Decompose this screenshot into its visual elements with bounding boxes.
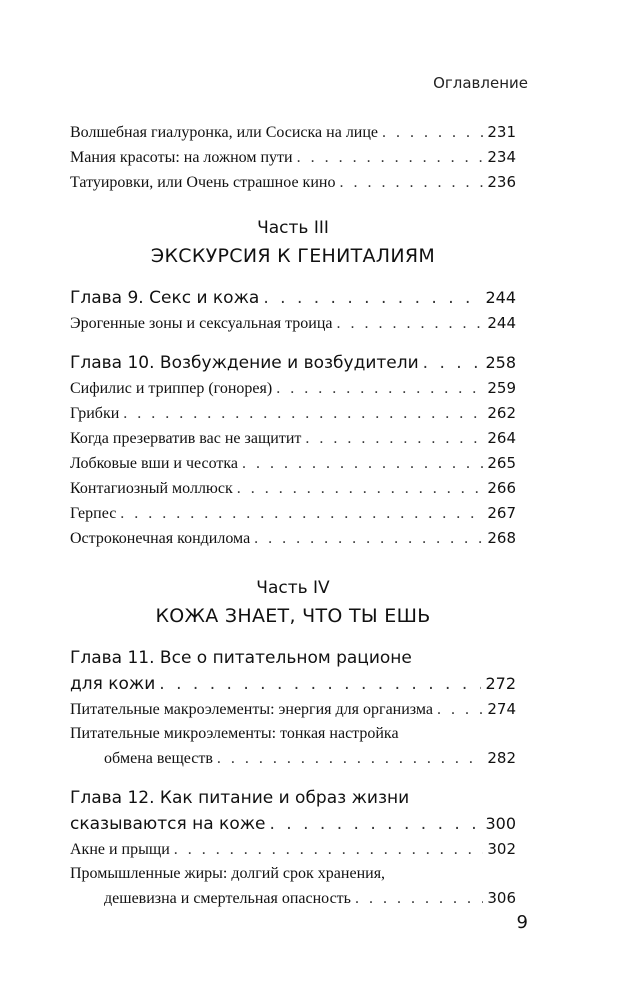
chapter-title: сказываются на коже <box>70 814 266 834</box>
entry-title: Лобковые вши и чесотка <box>70 455 239 472</box>
toc-entry[interactable] <box>70 476 516 501</box>
entry-title: обмена веществ <box>104 750 213 767</box>
chapter-title: Глава 10. Возбуждение и возбудители <box>70 353 419 373</box>
part-heading <box>70 215 516 271</box>
chapter-title: для кожи <box>70 674 156 694</box>
entry-title: Контагиозный моллюск <box>70 480 233 497</box>
entry-title: дешевизна и смертельная опасность <box>104 890 351 907</box>
entry-title-line[interactable]: Питательные микроэлементы: тонкая настройка <box>70 725 399 742</box>
leader-dots <box>159 671 481 697</box>
toc-entry[interactable] <box>70 886 516 911</box>
leader-dots <box>437 698 483 722</box>
chapter-title-line[interactable]: Глава 11. Все о питательном рационе <box>70 648 412 668</box>
toc-entry[interactable] <box>70 501 516 526</box>
leader-dots <box>242 452 483 476</box>
page-number: 264 <box>487 429 516 447</box>
entry-title: Остроконечная кондилома <box>70 530 251 547</box>
page-number: 231 <box>487 123 516 141</box>
leader-dots <box>263 285 481 311</box>
page-number: 268 <box>487 529 516 547</box>
part-heading <box>70 575 516 631</box>
leader-dots <box>276 377 483 401</box>
page-number: 302 <box>487 840 516 858</box>
page-number: 244 <box>485 288 516 307</box>
toc-entry[interactable] <box>70 170 516 195</box>
leader-dots <box>297 146 484 170</box>
part-title: ЭКСКУРСИЯ К ГЕНИТАЛИЯМ <box>150 245 436 267</box>
toc-entry[interactable] <box>70 837 516 862</box>
entry-title: Волшебная гиалуронка, или Сосиска на лице <box>70 124 379 141</box>
leader-dots <box>339 171 483 195</box>
page-number: 265 <box>487 454 516 472</box>
entry-title: Герпес <box>70 505 117 522</box>
toc-entry[interactable] <box>70 526 516 551</box>
part-number: Часть IV <box>256 578 330 598</box>
page-number: 234 <box>487 148 516 166</box>
toc-entry[interactable] <box>70 426 516 451</box>
entry-title: Мания красоты: на ложном пути <box>70 149 293 166</box>
page-number: 262 <box>487 404 516 422</box>
entry-title: Когда презерватив вас не защитит <box>70 430 302 447</box>
page-number: 244 <box>487 314 516 332</box>
page-number: 306 <box>487 889 516 907</box>
chapter-entry[interactable] <box>70 811 516 837</box>
leader-dots <box>382 121 483 145</box>
toc-entry[interactable] <box>70 145 516 170</box>
entry-title: Грибки <box>70 405 120 422</box>
part-number: Часть III <box>257 218 329 238</box>
chapter-entry[interactable] <box>70 350 516 376</box>
part-title: КОЖА ЗНАЕТ, ЧТО ТЫ ЕШЬ <box>155 605 431 627</box>
running-header: Оглавление <box>433 74 528 92</box>
entry-title: Питательные макроэлементы: энергия для организма <box>70 701 434 718</box>
entry-title: Сифилис и триппер (гонорея) <box>70 380 273 397</box>
page-number: 266 <box>487 479 516 497</box>
chapter-entry[interactable] <box>70 671 516 697</box>
page-number: 274 <box>487 700 516 718</box>
leader-dots <box>270 811 482 837</box>
toc-entry[interactable] <box>70 451 516 476</box>
page-number: 236 <box>487 173 516 191</box>
toc-entry[interactable] <box>70 697 516 722</box>
page-number: 282 <box>487 749 516 767</box>
page-number: 272 <box>485 674 516 693</box>
entry-title: Акне и прыщи <box>70 841 170 858</box>
toc-entry[interactable] <box>70 120 516 145</box>
page-folio: 9 <box>516 912 528 933</box>
leader-dots <box>123 402 483 426</box>
table-of-contents <box>70 120 516 911</box>
leader-dots <box>423 350 482 376</box>
toc-entry[interactable] <box>70 311 516 336</box>
leader-dots <box>217 747 483 771</box>
leader-dots <box>237 477 484 501</box>
leader-dots <box>355 887 483 911</box>
page-number: 300 <box>485 814 516 833</box>
toc-entry[interactable] <box>70 401 516 426</box>
page-number: 259 <box>487 379 516 397</box>
leader-dots <box>254 527 483 551</box>
page-number: 267 <box>487 504 516 522</box>
leader-dots <box>337 312 484 336</box>
chapter-entry[interactable] <box>70 285 516 311</box>
chapter-title: Глава 9. Секс и кожа <box>70 288 260 308</box>
entry-title-line[interactable]: Промышленные жиры: долгий срок хранения, <box>70 865 386 882</box>
page-number: 258 <box>485 353 516 372</box>
leader-dots <box>120 502 483 526</box>
leader-dots <box>305 427 483 451</box>
entry-title: Татуировки, или Очень страшное кино <box>70 174 336 191</box>
toc-entry[interactable] <box>70 376 516 401</box>
entry-title: Эрогенные зоны и сексуальная троица <box>70 315 333 332</box>
leader-dots <box>174 838 484 862</box>
chapter-title-line[interactable]: Глава 12. Как питание и образ жизни <box>70 788 410 808</box>
toc-entry[interactable] <box>70 746 516 771</box>
